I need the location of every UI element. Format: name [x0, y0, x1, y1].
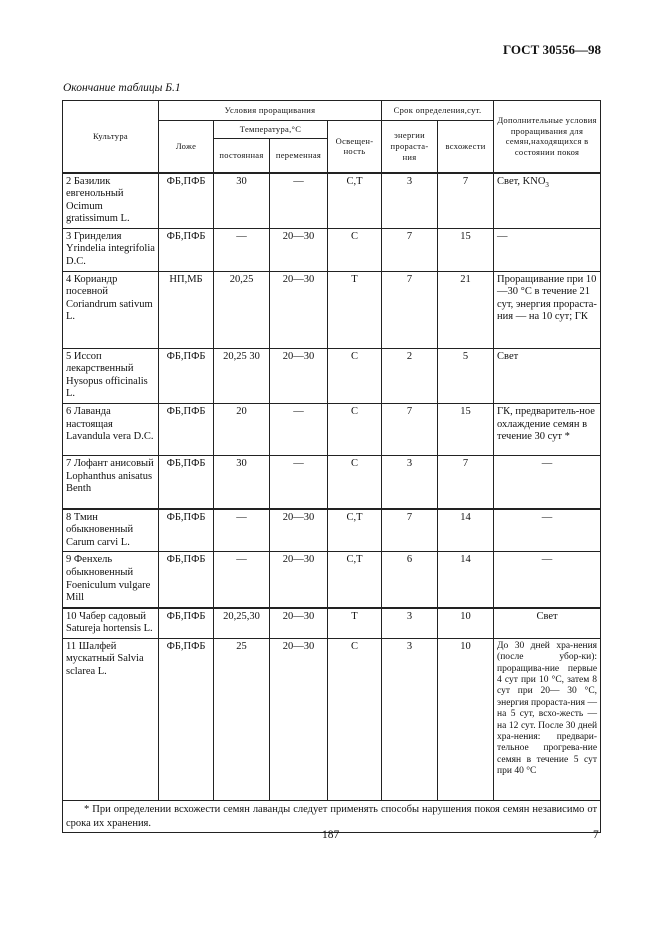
germination-cell: 5 — [438, 348, 494, 403]
energy-cell: 2 — [382, 348, 438, 403]
table-row — [63, 456, 601, 509]
col-energy: энергии прораста-ния — [382, 121, 438, 173]
constant-temp-cell: 30 — [214, 173, 270, 229]
additional-cell: ГК, предваритель-ное охлаждение семян в течение 30 сут * — [494, 404, 601, 456]
table-row — [63, 271, 601, 348]
germination-cell: 21 — [438, 271, 494, 348]
additional-cell: Проращивание при 10—30 °С в течение 21 сут, энергия прораста-ния — на 10 сут; ГК — [494, 271, 601, 348]
culture-cell: 7 Лофант анисовый Lophanthus anisatus Benth — [63, 456, 159, 509]
variable-temp-cell: — — [270, 456, 328, 509]
additional-cell: — — [494, 456, 601, 509]
energy-cell: 7 — [382, 228, 438, 271]
germination-cell: 15 — [438, 228, 494, 271]
footnote-row — [63, 800, 601, 832]
energy-cell: 6 — [382, 552, 438, 608]
constant-temp-cell: — — [214, 228, 270, 271]
table-row — [63, 348, 601, 403]
col-culture: Культура — [63, 101, 159, 173]
corner-number: 7 — [593, 829, 599, 841]
col-constant: постоянная — [214, 139, 270, 173]
energy-cell: 7 — [382, 271, 438, 348]
bed-cell: ФБ,ПФБ — [159, 552, 214, 608]
constant-temp-cell: 30 — [214, 456, 270, 509]
col-period: Срок определения,сут. — [382, 101, 494, 121]
culture-cell: 10 Чабер садовый Satureja hortensis L. — [63, 608, 159, 639]
constant-temp-cell: — — [214, 552, 270, 608]
additional-cell: Свет, $KNO_3$ — [494, 173, 601, 229]
constant-temp-cell: 25 — [214, 638, 270, 800]
constant-temp-cell: 20,25 30 — [214, 348, 270, 403]
energy-cell: 3 — [382, 608, 438, 639]
bed-cell: ФБ,ПФБ — [159, 638, 214, 800]
culture-cell: 3 Гринделия Yrindelia integrifolia D.C. — [63, 228, 159, 271]
constant-temp-cell: 20 — [214, 404, 270, 456]
bed-cell: ФБ,ПФБ — [159, 404, 214, 456]
footnote: * При определении всхожести семян лаванды следует применять способы нарушения покоя семян независимо от срока их хранения. — [63, 800, 601, 832]
table-row — [63, 173, 601, 229]
energy-cell: 7 — [382, 404, 438, 456]
energy-cell: 7 — [382, 509, 438, 552]
additional-cell: Свет — [494, 608, 601, 639]
variable-temp-cell: 20—30 — [270, 348, 328, 403]
germination-cell: 10 — [438, 608, 494, 639]
table-row — [63, 228, 601, 271]
energy-cell: 3 — [382, 173, 438, 229]
additional-cell: — — [494, 509, 601, 552]
germination-cell: 7 — [438, 456, 494, 509]
col-germination: всхожести — [438, 121, 494, 173]
col-bed: Ложе — [159, 121, 214, 173]
lighting-cell: С — [328, 228, 382, 271]
germination-cell: 14 — [438, 552, 494, 608]
variable-temp-cell: 20—30 — [270, 638, 328, 800]
lighting-cell: С,Т — [328, 552, 382, 608]
page-number: 187 — [322, 829, 340, 841]
table-row — [63, 638, 601, 800]
bed-cell: ФБ,ПФБ — [159, 228, 214, 271]
germination-table — [62, 100, 601, 833]
table-row — [63, 552, 601, 608]
variable-temp-cell: — — [270, 404, 328, 456]
culture-cell: 9 Фенхель обыкновенный Foeniculum vulgare Mill — [63, 552, 159, 608]
document-code: ГОСТ 30556—98 — [502, 42, 601, 57]
culture-cell: 11 Шалфей мускатный Salvia sclarea L. — [63, 638, 159, 800]
energy-cell: 3 — [382, 638, 438, 800]
bed-cell: ФБ,ПФБ — [159, 348, 214, 403]
additional-cell: До 30 дней хра-нения (после убор-ки): проращива-ние первые 4 сут при 10 °С, затем 8 сут при 20— 30 °С, энергия прораста-ния — на 5 сут, всхо-жесть — на 12 сут. После 30 дней хра-нения: предвари-тельное прогрева-ние семян в течение 5 сут при 40 °С — [494, 638, 601, 800]
culture-cell: 5 Иссоп лекарственный Hysopus officinalis L. — [63, 348, 159, 403]
bed-cell: ФБ,ПФБ — [159, 456, 214, 509]
col-temperature: Температура,°С — [214, 121, 328, 139]
col-variable: переменная — [270, 139, 328, 173]
lighting-cell: С — [328, 456, 382, 509]
additional-cell: Свет — [494, 348, 601, 403]
additional-cell: — — [494, 552, 601, 608]
bed-cell: ФБ,ПФБ — [159, 608, 214, 639]
table-row — [63, 608, 601, 639]
lighting-cell: С,Т — [328, 509, 382, 552]
bed-cell: ФБ,ПФБ — [159, 173, 214, 229]
variable-temp-cell: — — [270, 173, 328, 229]
constant-temp-cell: 20,25 — [214, 271, 270, 348]
bed-cell: ФБ,ПФБ — [159, 509, 214, 552]
variable-temp-cell: 20—30 — [270, 608, 328, 639]
table-row — [63, 509, 601, 552]
col-lighting: Освещен-ность — [328, 121, 382, 173]
additional-cell: — — [494, 228, 601, 271]
constant-temp-cell: 20,25,30 — [214, 608, 270, 639]
table-row — [63, 404, 601, 456]
culture-cell: 2 Базилик евгенольный Ocimum gratissimum L. — [63, 173, 159, 229]
germination-cell: 10 — [438, 638, 494, 800]
culture-cell: 6 Лаванда настоящая Lavandula vera D.C. — [63, 404, 159, 456]
lighting-cell: С,Т — [328, 173, 382, 229]
variable-temp-cell: 20—30 — [270, 552, 328, 608]
culture-cell: 8 Тмин обыкновенный Carum carvi L. — [63, 509, 159, 552]
lighting-cell: Т — [328, 608, 382, 639]
culture-cell: 4 Кориандр посевной Coriandrum sativum L. — [63, 271, 159, 348]
energy-cell: 3 — [382, 456, 438, 509]
variable-temp-cell: 20—30 — [270, 228, 328, 271]
germination-cell: 7 — [438, 173, 494, 229]
germination-cell: 14 — [438, 509, 494, 552]
lighting-cell: С — [328, 404, 382, 456]
bed-cell: НП,МБ — [159, 271, 214, 348]
col-growth-conditions: Условия проращивания — [159, 101, 382, 121]
variable-temp-cell: 20—30 — [270, 271, 328, 348]
col-additional: Дополнительные условия проращивания для семян,находящихся в состоянии покоя — [494, 101, 601, 173]
lighting-cell: С — [328, 348, 382, 403]
table-caption: Окончание таблицы Б.1 — [63, 82, 181, 94]
constant-temp-cell: — — [214, 509, 270, 552]
germination-cell: 15 — [438, 404, 494, 456]
lighting-cell: С — [328, 638, 382, 800]
lighting-cell: Т — [328, 271, 382, 348]
variable-temp-cell: 20—30 — [270, 509, 328, 552]
